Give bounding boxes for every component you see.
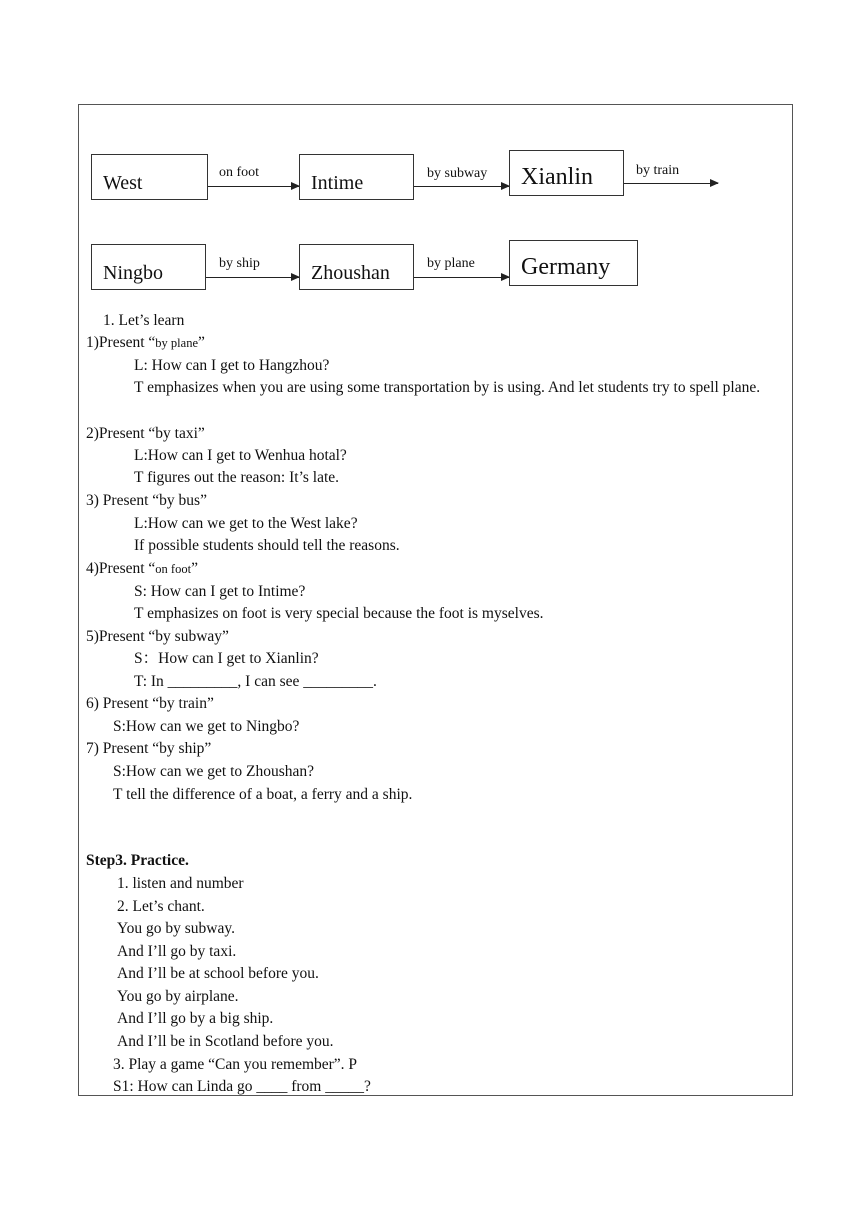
chant-line-2: And I’ll go by taxi. bbox=[117, 943, 237, 960]
present-by-ship-title: 7) Present “by ship” bbox=[86, 740, 212, 757]
by-bus-line-1: L:How can we get to the West lake? bbox=[134, 515, 358, 532]
node-xianlin-label: Xianlin bbox=[521, 164, 593, 190]
arrow-xianlin-out bbox=[624, 183, 718, 184]
edge-by-subway-label: by subway bbox=[427, 166, 488, 181]
node-zhoushan-label: Zhoushan bbox=[311, 262, 390, 284]
arrow-zhoushan-germany bbox=[414, 277, 509, 278]
present-suffix: ” bbox=[191, 560, 198, 577]
step3-s1-line bbox=[113, 1077, 371, 1097]
present-prefix: 1)Present “ bbox=[86, 334, 156, 351]
step3-item-2: 2. Let’s chant. bbox=[117, 898, 205, 915]
chant-line-6: And I’ll be in Scotland before you. bbox=[117, 1033, 334, 1050]
by-ship-line-1: S:How can we get to Zhoushan? bbox=[113, 763, 315, 780]
edge-on-foot-label: on foot bbox=[219, 165, 260, 180]
by-subway-line-2: T: In _________, I can see _________. bbox=[134, 673, 377, 690]
node-germany bbox=[509, 240, 638, 286]
present-by-plane-title bbox=[86, 333, 205, 353]
present-on-foot-title bbox=[86, 559, 198, 579]
present-by-bus-title: 3) Present “by bus” bbox=[86, 492, 207, 509]
node-west-label: West bbox=[103, 172, 143, 194]
present-by-subway-title: 5)Present “by subway” bbox=[86, 628, 229, 645]
by-taxi-line-2: T figures out the reason: It’s late. bbox=[134, 469, 340, 486]
arrow-ningbo-zhoushan bbox=[206, 277, 299, 278]
step3-item-1: 1. listen and number bbox=[117, 875, 244, 892]
s1-prefix: S1: How can Linda go bbox=[113, 1078, 257, 1095]
node-west bbox=[91, 154, 208, 200]
present-prefix: 4)Present “ bbox=[86, 560, 156, 577]
edge-by-plane-label: by plane bbox=[427, 256, 475, 271]
by-plane-line-1: L: How can I get to Hangzhou? bbox=[134, 357, 330, 374]
by-train-line-1: S:How can we get to Ningbo? bbox=[113, 718, 300, 735]
node-ningbo-label: Ningbo bbox=[103, 262, 163, 284]
node-germany-label: Germany bbox=[521, 254, 611, 280]
present-term: on foot bbox=[155, 562, 192, 576]
on-foot-line-1: S: How can I get to Intime? bbox=[134, 583, 306, 600]
node-xianlin bbox=[509, 150, 624, 196]
arrow-west-intime bbox=[208, 186, 299, 187]
chant-line-1: You go by subway. bbox=[117, 920, 235, 937]
s1-blank-2: _____ bbox=[325, 1078, 364, 1095]
node-ningbo bbox=[91, 244, 206, 290]
present-by-taxi-title: 2)Present “by taxi” bbox=[86, 425, 205, 442]
s1-blank-1: ____ bbox=[256, 1078, 288, 1095]
by-bus-line-2: If possible students should tell the reasons. bbox=[134, 537, 400, 554]
on-foot-line-2: T emphasizes on foot is very special because the foot is myselves. bbox=[134, 605, 544, 622]
by-plane-line-2: T emphasizes when you are using some transportation by is using. And let students try to spell plane. bbox=[134, 379, 761, 396]
step3-item-3: 3. Play a game “Can you remember”. P bbox=[113, 1056, 358, 1073]
present-term: by plane bbox=[155, 336, 198, 350]
chant-line-4: You go by airplane. bbox=[117, 988, 239, 1005]
edge-by-ship-label: by ship bbox=[219, 256, 260, 271]
edge-by-train-label: by train bbox=[636, 163, 680, 178]
chant-line-5: And I’ll go by a big ship. bbox=[117, 1010, 274, 1027]
by-ship-line-2: T tell the difference of a boat, a ferry and a ship. bbox=[113, 786, 413, 803]
s1-mid: from bbox=[287, 1078, 326, 1095]
node-intime bbox=[299, 154, 414, 200]
step3-heading: Step3. Practice. bbox=[86, 852, 189, 869]
by-taxi-line-1: L:How can I get to Wenhua hotal? bbox=[134, 447, 347, 464]
s1-suffix: ? bbox=[364, 1078, 371, 1095]
arrow-intime-xianlin bbox=[414, 186, 509, 187]
chant-line-3: And I’ll be at school before you. bbox=[117, 965, 319, 982]
node-zhoushan bbox=[299, 244, 414, 290]
node-intime-label: Intime bbox=[311, 172, 364, 194]
present-by-train-title: 6) Present “by train” bbox=[86, 695, 214, 712]
present-suffix: ” bbox=[198, 334, 205, 351]
lets-learn-heading: 1. Let’s learn bbox=[103, 312, 185, 329]
by-subway-line-1: S：How can I get to Xianlin? bbox=[134, 650, 319, 667]
